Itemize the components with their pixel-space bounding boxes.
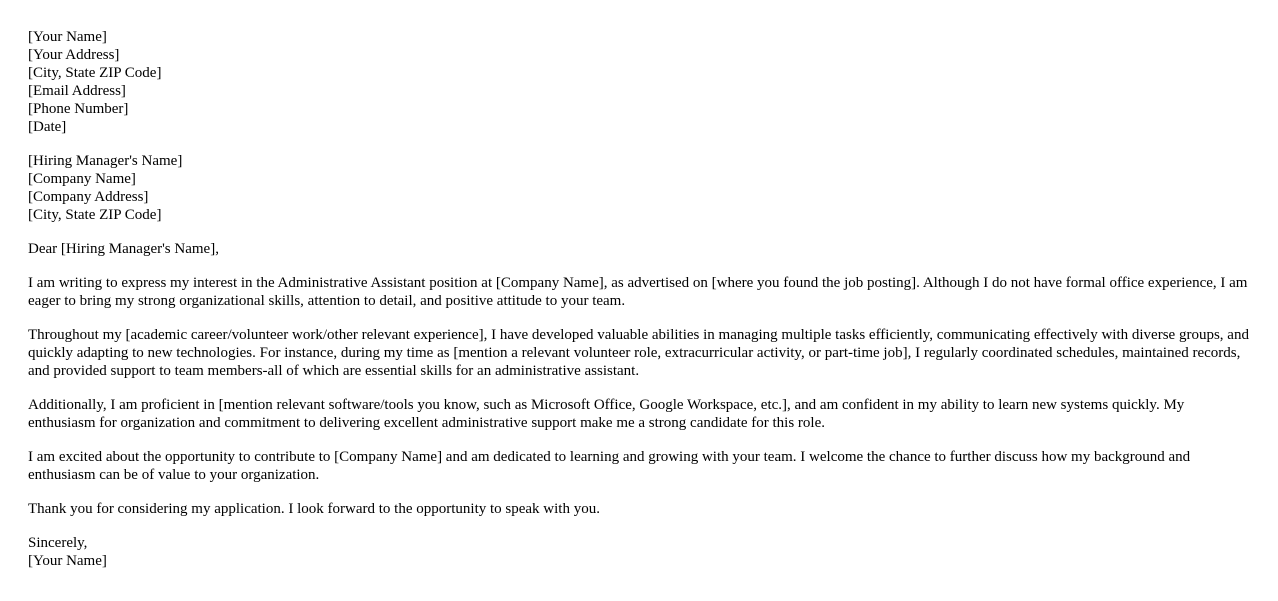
sender-name: [Your Name] — [28, 29, 107, 45]
recipient-block — [28, 152, 1254, 224]
signoff-block — [28, 534, 1254, 570]
body-paragraph-4: I am excited about the opportunity to contribute to [Company Name] and am dedicated to learning and growing with your team. I welcome the chance to further discuss how my background and enthusiasm can be of value to your organization. — [28, 449, 1191, 483]
recipient-company-address: [Company Address] — [28, 189, 149, 205]
recipient-city-state-zip: [City, State ZIP Code] — [28, 207, 162, 223]
sender-block — [28, 28, 1254, 136]
sender-city-state-zip: [City, State ZIP Code] — [28, 65, 162, 81]
cover-letter — [28, 28, 1254, 586]
body-paragraph-5: Thank you for considering my application. I look forward to the opportunity to speak with you. — [28, 501, 600, 517]
body-paragraph-1: I am writing to express my interest in the Administrative Assistant position at [Company Name], as advertised on [where you found the job posting]. Although I do not have formal office experience, I am eager to bring my strong organizational skills, attention to detail, and positive attitude to your team. — [28, 275, 1248, 309]
recipient-manager-name: [Hiring Manager's Name] — [28, 153, 183, 169]
sender-phone: [Phone Number] — [28, 101, 129, 117]
body-paragraph-3: Additionally, I am proficient in [mention relevant software/tools you know, such as Microsoft Office, Google Workspace, etc.], and am confident in my ability to learn new systems quickly. My enthusiasm for organization and commitment to delivering excellent administrative support make me a strong candidate for this role. — [28, 397, 1185, 431]
closing: Sincerely, — [28, 535, 88, 551]
letter-date: [Date] — [28, 119, 67, 135]
recipient-company-name: [Company Name] — [28, 171, 136, 187]
sender-email: [Email Address] — [28, 83, 126, 99]
sender-address: [Your Address] — [28, 47, 120, 63]
signature-name: [Your Name] — [28, 553, 107, 569]
salutation: Dear [Hiring Manager's Name], — [28, 241, 219, 257]
body-paragraph-2: Throughout my [academic career/volunteer work/other relevant experience], I have developed valuable abilities in managing multiple tasks efficiently, communicating effectively with diverse groups, and quickly adapting to new technologies. For instance, during my time as [mention a relevant volunteer role, extracurricular activity, or part-time job], I regularly coordinated schedules, maintained records, and provided support to team members-all of which are essential skills for an administrative assistant. — [28, 327, 1249, 379]
